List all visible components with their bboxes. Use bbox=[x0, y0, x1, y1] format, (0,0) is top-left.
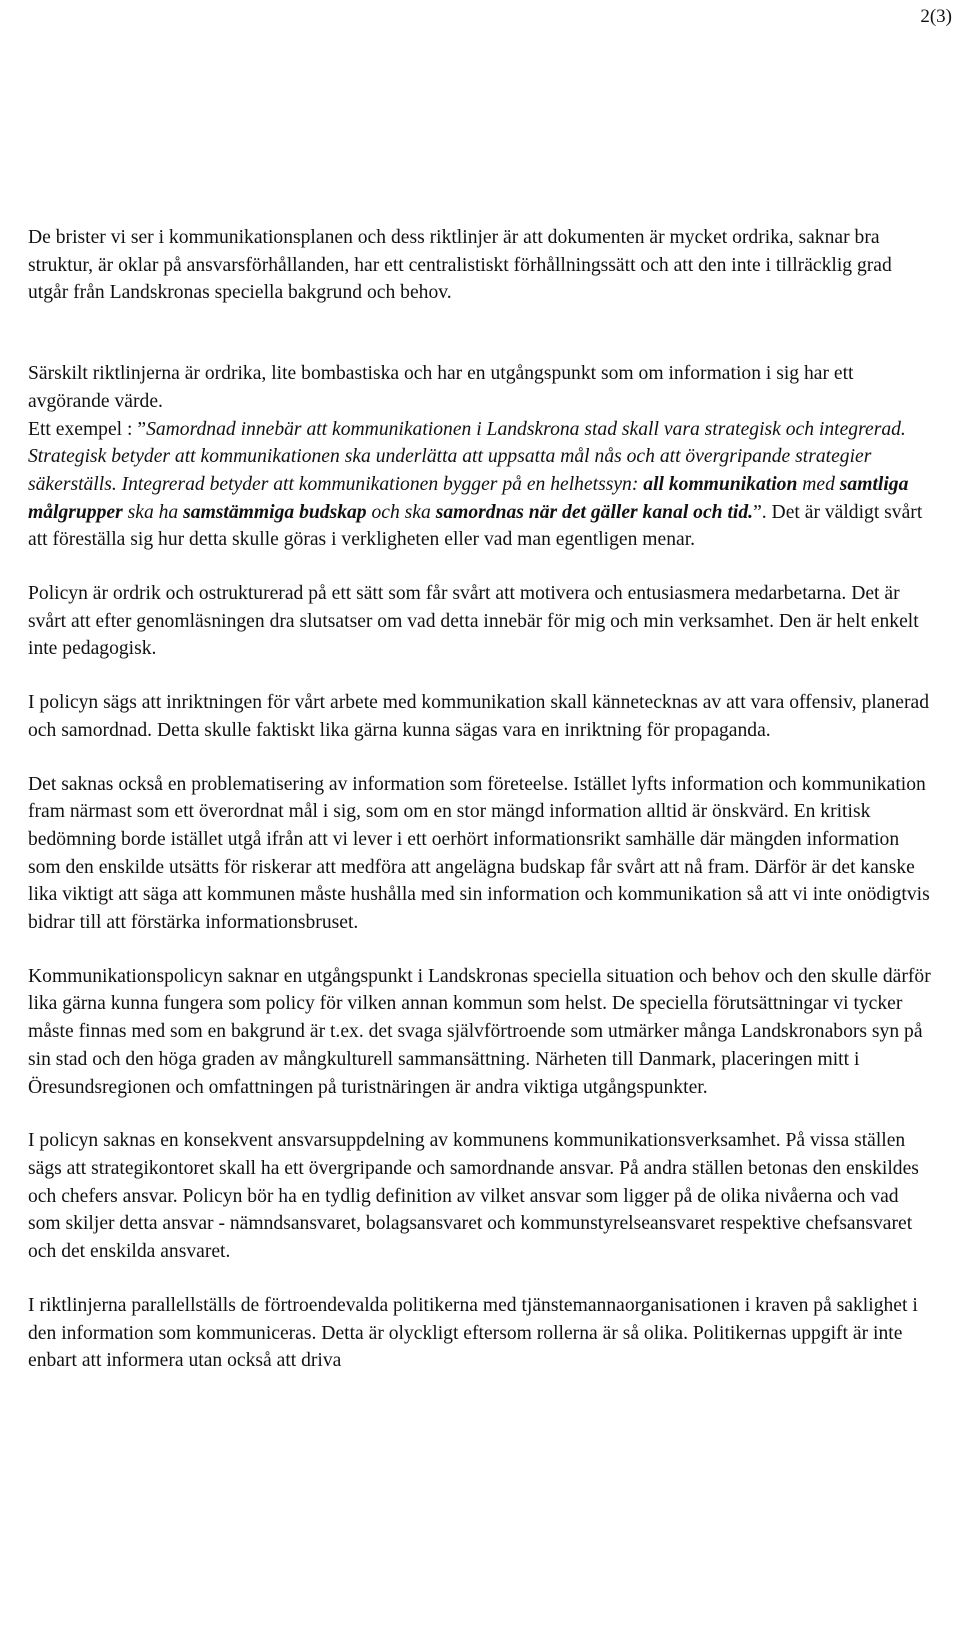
paragraph-spacer bbox=[28, 554, 934, 580]
paragraph-brister: De brister vi ser i kommunikationsplanen och dess riktlinjer är att dokumenten är mycket ordrika, saknar bra struktur, är oklar på ansvarsförhållanden, har ett centralistiskt förhållningssätt och att den inte i tillräcklig grad utgår från Landskronas speciella bakgrund och behov. bbox=[28, 227, 892, 304]
paragraph-politiker: I riktlinjerna parallellställs de förtroendevalda politikerna med tjänstemannaorganisationen i kraven på saklighet i den information som kommuniceras. Detta är olyckligt eftersom rollerna är så olika. Politikernas uppgift är inte enbart att informera utan också att driva bbox=[28, 1294, 918, 1372]
quote-emphasis: samstämmiga budskap bbox=[183, 501, 367, 523]
example-lead-text: Ett exempel : ” bbox=[28, 418, 147, 440]
page-number: 2(3) bbox=[920, 6, 952, 27]
paragraph-inriktning: I policyn sägs att inriktningen för vårt arbete med kommunikation skall kännetecknas av att vara offensiv, planerad och samordnad. Detta skulle faktiskt lika gärna kunna sägas vara en inriktning för propaganda. bbox=[28, 692, 930, 741]
paragraph-landskrona: Kommunikationspolicyn saknar en utgångspunkt i Landskronas speciella situation och behov och den skulle därför lika gärna kunna fungera som policy för vilken annan kommun som helst. De speciella förutsättningar vi tycker måste finnas med som en bakgrund är t.ex. det svaga självförtroende som utmärker många Landskronabors syn på sin stad och den höga graden av mångkulturell sammansättning. Närheten till Danmark, placeringen mitt i Öresundsregionen och omfattningen på turistnäringen är andra viktiga utgångspunkter. bbox=[28, 965, 931, 1098]
quote-emphasis: samtliga målgrupper bbox=[28, 473, 909, 523]
quote-text: Samordnad innebär att kommunikationen i Landskrona stad skall vara strategisk och integrerad. Strategisk betyder att kommunikationen ska underlätta att uppsatta mål nås och att övergripande strategier säkerställs. Integrerad betyder att kommunikationen bygger på en helhetssyn: bbox=[28, 418, 906, 495]
quote-text: och ska bbox=[366, 501, 436, 523]
paragraph-problematisering: Det saknas också en problematisering av information som företeelse. Istället lyfts information och kommunikation fram närmast som ett överordnat mål i sig, som om en stor mängd information alltid är önskvärd. En kritisk bedömning borde istället utgå ifrån att vi lever i ett oerhört informationsrikt samhälle där mängden information som den enskilde utsätts för riskerar att medföra att angelägna budskap får svårt att nå fram. Därför är det kanske lika viktigt att säga att kommunen måste hushålla med sin information och kommunikation så att vi inte onödigtvis bidrar till att förstärka informationsbruset. bbox=[28, 773, 930, 934]
quote-text: ska ha bbox=[122, 501, 184, 523]
paragraph-ansvar: I policyn saknas en konsekvent ansvarsuppdelning av kommunens kommunikationsverksamhet. På vissa ställen sägs att strategikontoret skall ha ett övergripande och samordnande ansvar. På andra ställen betonas den enskildes och chefers ansvar. Policyn bör ha en tydlig definition av vilket ansvar som ligger på de olika nivåerna och vad som skiljer detta ansvar - nämndsansvaret, bolagsansvaret och kommunstyrelseansvaret respektive chefsansvaret och det enskilda ansvaret. bbox=[28, 1130, 919, 1263]
paragraph-spacer bbox=[28, 1266, 934, 1292]
paragraph-spacer bbox=[28, 1101, 934, 1127]
document-body bbox=[28, 224, 934, 1375]
paragraph-spacer bbox=[28, 307, 934, 360]
quote-text: med bbox=[797, 473, 840, 495]
paragraph-ordrik: Policyn är ordrik och ostrukturerad på ett sätt som får svårt att motivera och entusiasmera medarbetarna. Det är svårt att efter genomläsningen dra slutsatser om vad detta innebär för mig och min verksamhet. Den är helt enkelt inte pedagogisk. bbox=[28, 583, 919, 660]
paragraph-spacer bbox=[28, 745, 934, 771]
quote-emphasis: all kommunikation bbox=[643, 473, 798, 495]
quote-emphasis: samordnas när det gäller kanal och tid. bbox=[435, 501, 754, 523]
paragraph-spacer bbox=[28, 663, 934, 689]
paragraph-riktlinjer bbox=[28, 360, 934, 554]
example-tail-text: ”. Det är väldigt svårt att föreställa sig hur detta skulle göras i verkligheten eller vad man egentligen menar. bbox=[28, 501, 923, 551]
riktlinjer-intro-text: Särskilt riktlinjerna är ordrika, lite bombastiska och har en utgångspunkt som om information i sig har ett avgörande värde. bbox=[28, 363, 854, 412]
paragraph-spacer bbox=[28, 937, 934, 963]
